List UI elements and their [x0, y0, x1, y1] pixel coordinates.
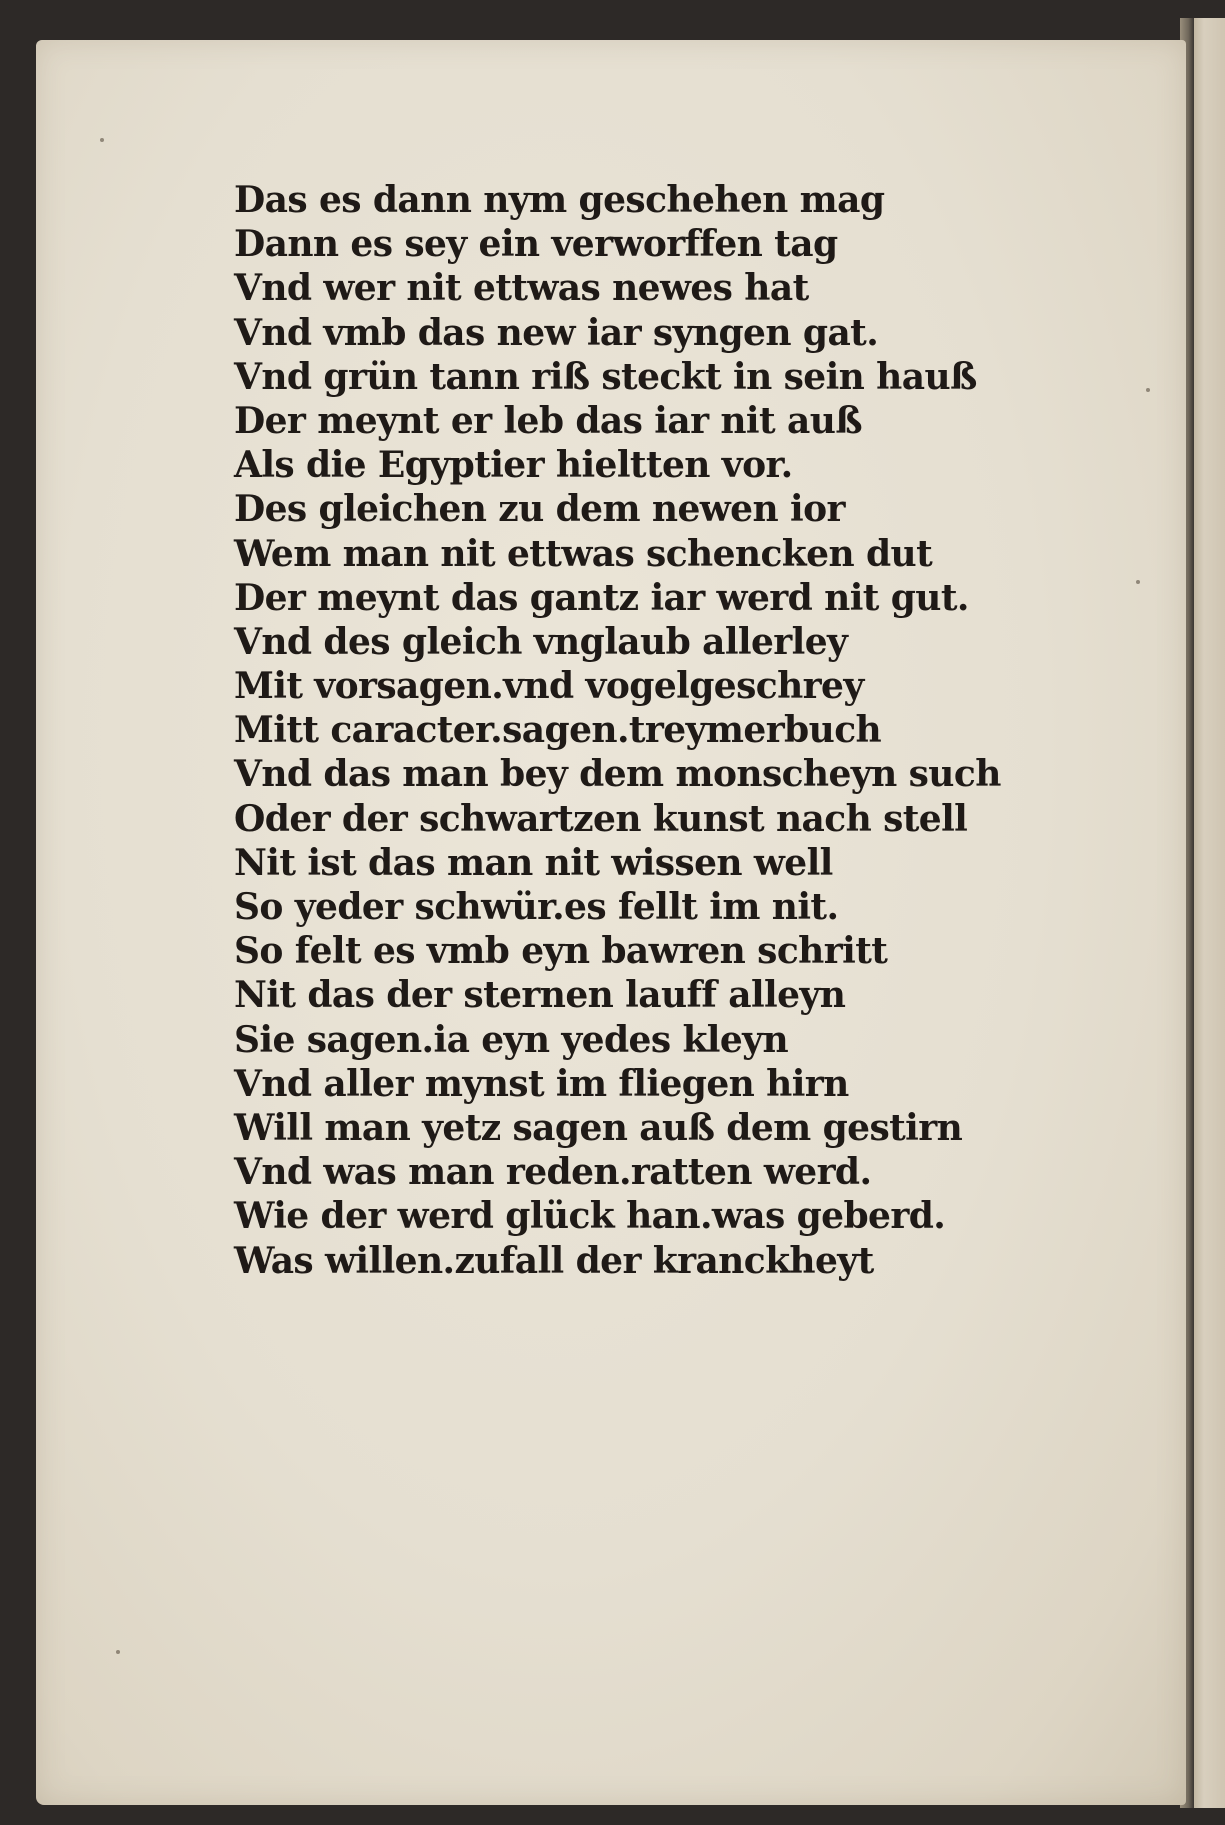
paper-speck: [1146, 388, 1150, 392]
text-line: Vnd das man bey dem monscheyn such: [234, 753, 1001, 796]
text-line: Wem man nit ettwas schencken dut: [234, 532, 933, 575]
paper-speck: [100, 138, 104, 142]
text-line: Mitt caracter.sagen.treymerbuch: [234, 709, 882, 752]
text-line: Was willen.zufall der kranckheyt: [234, 1239, 874, 1282]
paper-speck: [116, 1650, 120, 1654]
text-line: Mit vorsagen.vnd vogelgeschrey: [234, 665, 864, 708]
text-line: Vnd vmb das new iar syngen gat.: [234, 311, 879, 354]
paper-speck: [1136, 580, 1140, 584]
text-line: So yeder schwür.es fellt im nit.: [234, 886, 839, 928]
text-line: Der meynt das gantz iar werd nit gut.: [234, 576, 969, 619]
text-line: Vnd was man reden.ratten werd.: [234, 1151, 872, 1194]
text-line: Des gleichen zu dem newen ior: [234, 488, 845, 531]
text-line: Wie der werd glück han.was geberd.: [234, 1195, 946, 1238]
facing-page-edge: [1190, 18, 1225, 1808]
text-line: Will man yetz sagen auß dem gestirn: [234, 1106, 963, 1149]
text-line: Vnd grün tann riß steckt in sein hauß: [234, 355, 977, 398]
text-line: So felt es vmb eyn bawren schritt: [234, 930, 888, 973]
text-line: Dann es sey ein verworffen tag: [234, 223, 838, 266]
poem-text: [234, 178, 1054, 1283]
text-line: Vnd aller mynst im fliegen hirn: [234, 1062, 849, 1105]
text-line: Als die Egyptier hieltten vor.: [234, 444, 793, 487]
text-line: Nit ist das man nit wissen well: [234, 841, 833, 884]
text-line: Vnd des gleich vnglaub allerley: [234, 620, 848, 663]
text-line: Der meynt er leb das iar nit auß: [234, 399, 863, 442]
text-line: Nit das der sternen lauff alleyn: [234, 974, 846, 1017]
text-line: Oder der schwartzen kunst nach stell: [234, 797, 968, 840]
text-line: Sie sagen.ia eyn yedes kleyn: [234, 1018, 789, 1061]
text-line: Vnd wer nit ettwas newes hat: [234, 267, 809, 310]
text-line: Das es dann nym geschehen mag: [234, 179, 885, 221]
